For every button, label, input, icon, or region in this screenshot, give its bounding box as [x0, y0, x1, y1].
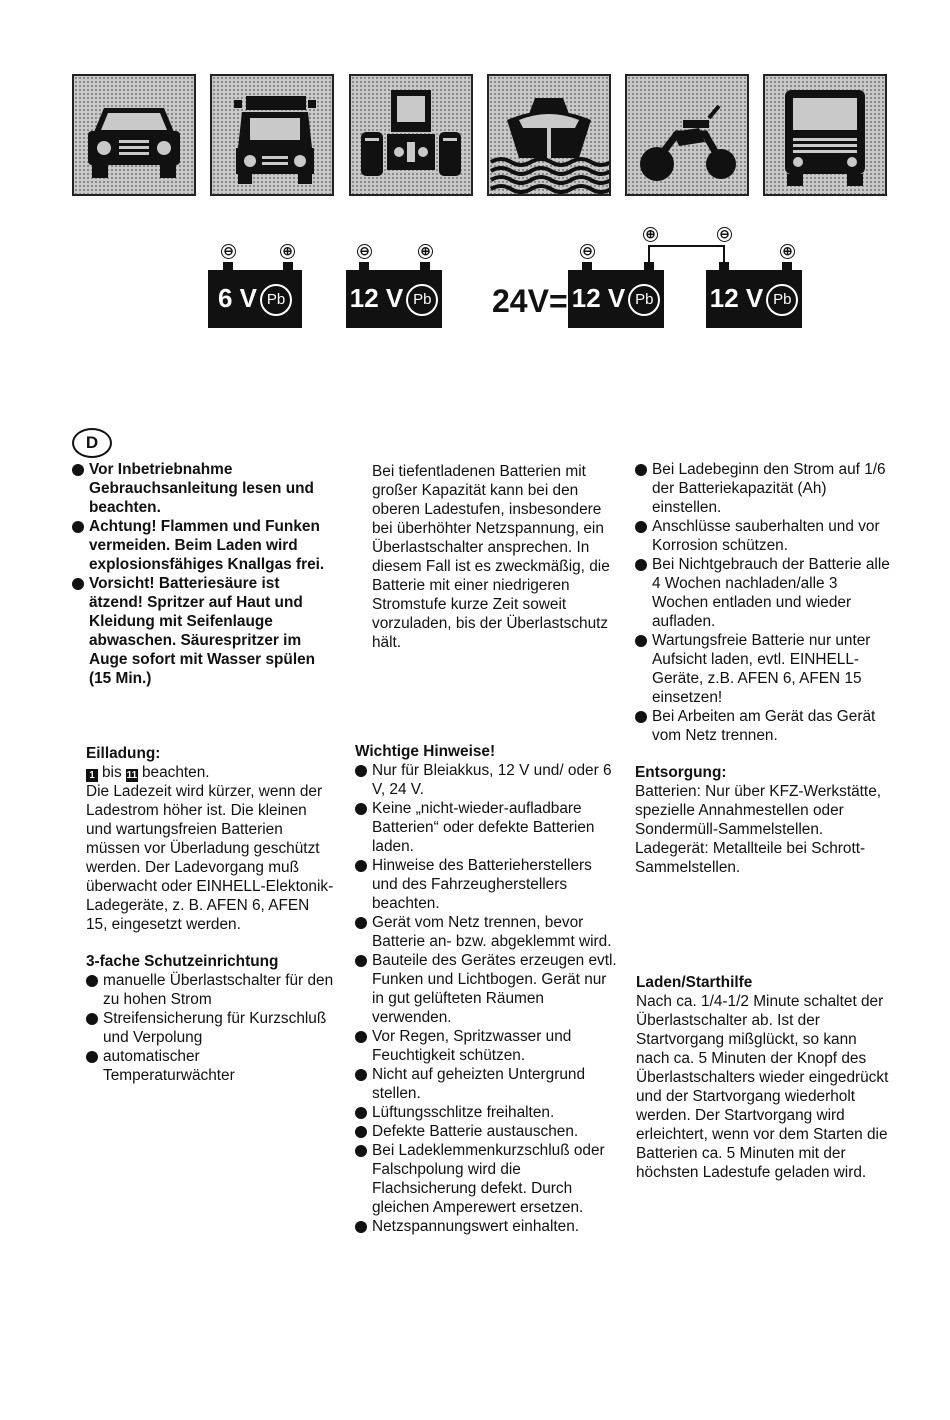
battery-6v — [208, 270, 302, 328]
list-item: manuelle Überlastschalter für den zu hohen Strom — [86, 971, 334, 1009]
car-icon — [74, 76, 194, 194]
vehicle-tile-car — [72, 74, 196, 196]
column-3-entsorgung — [635, 763, 893, 877]
battery-12v-series-2 — [706, 270, 802, 328]
section-heading: Entsorgung: — [635, 764, 727, 781]
pb-badge: Pb — [628, 284, 660, 316]
battery-6v-minus-icon: ⊖ — [221, 244, 236, 259]
series-equation-label: 24V= — [492, 283, 568, 319]
list-item: Nur für Bleiakkus, 12 V und/ oder 6 V, 24 V. — [355, 761, 618, 799]
vehicle-tile-tractor — [349, 74, 473, 196]
body-text: Nach ca. 1/4-1/2 Minute schaltet der Überlastschalter ab. Ist der Startvorgang mißglückt, so kann nach ca. 5 Minuten der Knopf des Überlastschalters wieder eingedrückt und der Startvorgang wiederholt werden. Der Startvorgang wird erleichtert, wenn vor dem Starten die Batterien ca. 5 Minuten mit der höchsten Ladestufe geladen wird. — [636, 993, 889, 1181]
van-icon — [765, 76, 885, 194]
list-item: Gerät vom Netz trennen, bevor Batterie an- bzw. abgeklemmt wird. — [355, 913, 618, 951]
section-heading: Eilladung: — [86, 745, 161, 762]
vehicle-tile-motorcycle — [625, 74, 749, 196]
column-3-starthilfe — [636, 973, 892, 1182]
battery-voltage-label: 12 V — [571, 283, 626, 313]
column-1-eilladung — [86, 744, 334, 1085]
care-list — [635, 460, 893, 745]
language-badge: D — [72, 428, 112, 458]
list-item: Defekte Batterie austauschen. — [355, 1122, 618, 1141]
battery-voltage-label: 6 V — [217, 283, 258, 313]
series-minus-top-icon: ⊖ — [717, 227, 732, 242]
list-item: Bei Ladeklemmenkurzschluß oder Falschpolung wird die Flachsicherung defekt. Durch gleichen Amperewert ersetzen. — [355, 1141, 618, 1217]
pb-badge: Pb — [766, 284, 798, 316]
section-heading: Wichtige Hinweise! — [355, 743, 496, 760]
list-item: Nicht auf geheizten Untergrund stellen. — [355, 1065, 618, 1103]
protection-list — [86, 971, 334, 1085]
battery-12v-minus-icon: ⊖ — [357, 244, 372, 259]
vehicle-tile-van — [763, 74, 887, 196]
list-item: Lüftungsschlitze freihalten. — [355, 1103, 618, 1122]
column-3-list — [635, 460, 893, 745]
list-item: Streifensicherung für Kurzschluß und Verpolung — [86, 1009, 334, 1047]
list-item: automatischer Temperaturwächter — [86, 1047, 334, 1085]
list-item: Vor Inbetriebnahme Gebrauchsanleitung lesen und beachten. — [72, 460, 334, 517]
list-item: Bei Nichtgebrauch der Batterie alle 4 Wochen nachladen/alle 3 Wochen entladen und wieder aufladen. — [635, 555, 893, 631]
battery-12v-plus-icon: ⊕ — [418, 244, 433, 259]
ref-tail: beachten. — [141, 764, 210, 781]
tractor-icon — [351, 76, 471, 194]
motorcycle-icon — [627, 76, 747, 194]
ref-marker-end: 11 — [126, 770, 138, 781]
ref-word: bis — [102, 764, 122, 781]
vehicle-tile-boat — [487, 74, 611, 196]
section-heading: 3-fache Schutzeinrichtung — [86, 953, 279, 970]
body-text: Die Ladezeit wird kürzer, wenn der Ladestrom höher ist. Die kleinen und wartungsfreien Batterien müssen vor Überladung geschützt werden. Der Ladevorgang muß überwacht oder EINHELL-Elektonik-Ladegeräte, z. B. AFEN 6, AFEN 15, eingesetzt werden. — [86, 783, 334, 933]
list-item: Keine „nicht-wieder-aufladbare Batterien“ oder defekte Batterien laden. — [355, 799, 618, 856]
column-1 — [72, 460, 334, 688]
list-item: Wartungsfreie Batterie nur unter Aufsicht laden, evtl. EINHELL-Geräte, z.B. AFEN 6, AFEN 15 einsetzen! — [635, 631, 893, 707]
series-minus-icon: ⊖ — [580, 244, 595, 259]
battery-voltage-label: 12 V — [349, 283, 404, 313]
reference-line — [86, 763, 334, 782]
vehicle-tile-truck — [210, 74, 334, 196]
section-heading: Laden/Starthilfe — [636, 974, 753, 991]
boat-icon — [489, 76, 609, 194]
list-item: Bauteile des Gerätes erzeugen evtl. Funken und Lichtbogen. Gerät nur in gut gelüfteten Räumen verwenden. — [355, 951, 618, 1027]
list-item: Bei Arbeiten am Gerät das Gerät vom Netz trennen. — [635, 707, 893, 745]
list-item: Hinweise des Batterieherstellers und des Fahrzeugherstellers beachten. — [355, 856, 618, 913]
list-item: Vorsicht! Batteriesäure ist ätzend! Spritzer auf Haut und Kleidung mit Seifenlauge abwaschen. Säurespritzer im Auge sofort mit Wasser spülen (15 Min.) — [72, 574, 334, 688]
truck-icon — [212, 76, 332, 194]
series-plus-top-icon: ⊕ — [643, 227, 658, 242]
notes-list — [355, 761, 618, 1236]
list-item: Anschlüsse sauberhalten und vor Korrosion schützen. — [635, 517, 893, 555]
ref-marker-start: 1 — [86, 769, 98, 782]
column-2-intro — [372, 462, 618, 652]
battery-12v — [346, 270, 442, 328]
pb-badge: Pb — [406, 284, 438, 316]
body-text: Batterien: Nur über KFZ-Werkstätte, spezielle Annahmestellen oder Sondermüll-Sammelstellen. Ladegerät: Metallteile bei Schrott-Sammelstellen. — [635, 783, 882, 876]
warning-list — [72, 460, 334, 688]
column-2-hinweise — [355, 742, 618, 1236]
battery-6v-plus-icon: ⊕ — [280, 244, 295, 259]
list-item: Bei Ladebeginn den Strom auf 1/6 der Batteriekapazität (Ah) einstellen. — [635, 460, 893, 517]
list-item: Vor Regen, Spritzwasser und Feuchtigkeit schützen. — [355, 1027, 618, 1065]
battery-12v-series-1 — [568, 270, 664, 328]
battery-voltage-label: 12 V — [709, 283, 764, 313]
series-connector — [640, 240, 730, 270]
list-item: Netzspannungswert einhalten. — [355, 1217, 618, 1236]
list-item: Achtung! Flammen und Funken vermeiden. Beim Laden wird explosionsfähiges Knallgas frei. — [72, 517, 334, 574]
series-plus-icon: ⊕ — [780, 244, 795, 259]
pb-badge: Pb — [260, 284, 292, 316]
body-text: Bei tiefentladenen Batterien mit großer Kapazität kann bei den oberen Ladestufen, insbesondere bei überhöhter Netzspannung, ein Überlastschalter ansprechen. In diesem Fall ist es zweckmäßig, die Batterie mit einer niedrigeren Stromstufe kurze Zeit soweit vorzuladen, bis der Überlastschutz hält. — [372, 463, 610, 651]
